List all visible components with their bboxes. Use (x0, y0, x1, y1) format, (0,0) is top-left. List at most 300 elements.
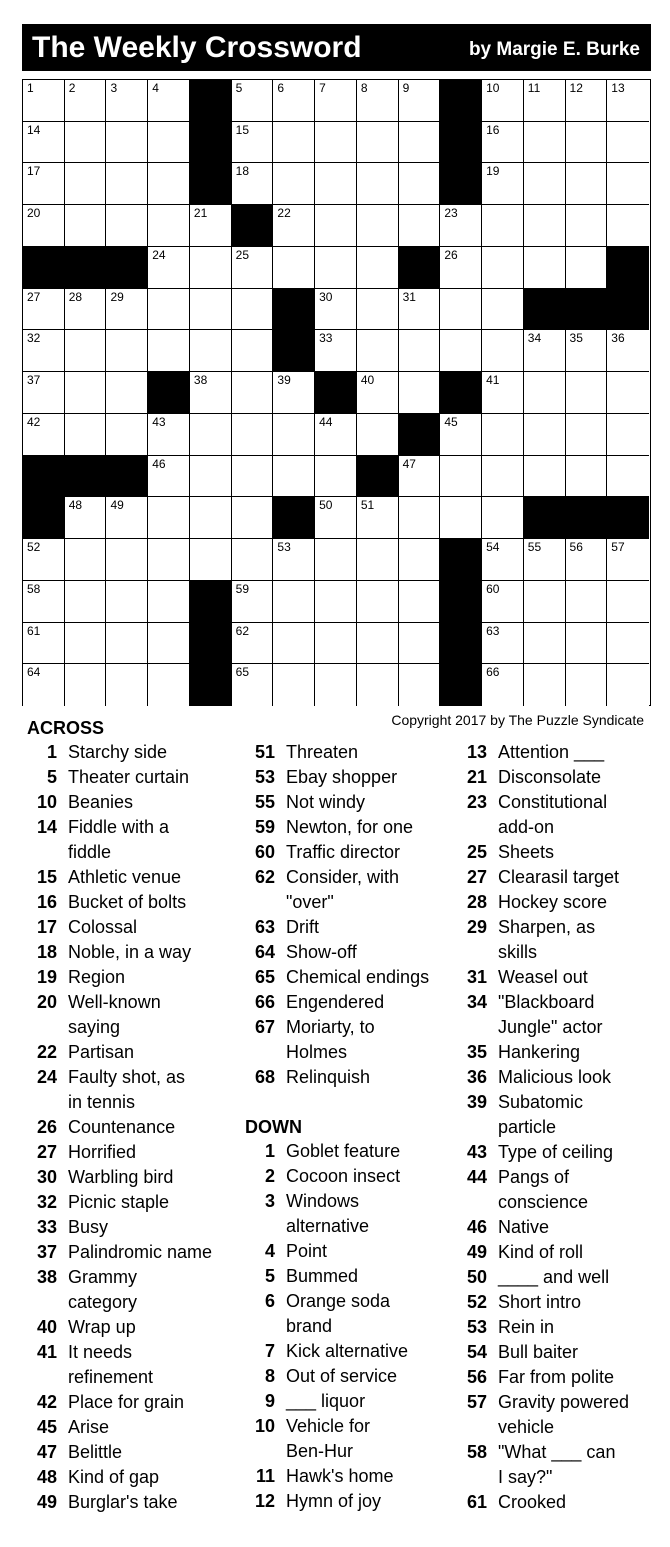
grid-cell[interactable] (399, 289, 441, 331)
black-square (440, 623, 482, 665)
grid-cell[interactable] (607, 623, 649, 665)
grid-cell[interactable] (106, 414, 148, 456)
grid-cell[interactable] (232, 372, 274, 414)
grid-cell[interactable] (148, 497, 190, 539)
grid-cell[interactable] (273, 163, 315, 205)
grid-cell[interactable] (566, 456, 608, 498)
cell-number: 43 (152, 414, 166, 429)
grid-cell[interactable] (106, 289, 148, 331)
grid-cell[interactable] (607, 80, 649, 122)
grid-cell[interactable] (190, 330, 232, 372)
clue-number: 51 (254, 742, 275, 762)
grid-cell[interactable] (566, 581, 608, 623)
cell-number: 40 (360, 373, 375, 388)
clue-number: 61 (466, 1492, 487, 1512)
grid-cell[interactable] (399, 497, 441, 539)
cell-number: 27 (27, 289, 41, 304)
clue-text: conscience (498, 1192, 589, 1212)
grid-cell[interactable] (440, 289, 482, 331)
clue-item (245, 1164, 460, 1189)
clue-item (27, 1240, 237, 1265)
grid-cell[interactable] (524, 664, 566, 706)
clue-text: Well-known (68, 992, 161, 1012)
black-square (357, 456, 399, 498)
grid-cell[interactable] (232, 122, 274, 164)
grid-cell[interactable] (440, 456, 482, 498)
clue-number: 49 (36, 1492, 57, 1512)
black-square (440, 80, 482, 122)
black-square (190, 623, 232, 665)
grid-cell[interactable] (315, 456, 357, 498)
black-square (399, 414, 441, 456)
clue-item (245, 865, 460, 915)
clue-item (457, 1140, 657, 1165)
clue-text: Engendered (286, 992, 385, 1012)
clue-text: Place for grain (68, 1392, 185, 1412)
clue-item (27, 1115, 237, 1140)
grid-cell[interactable] (65, 372, 107, 414)
clue-item (27, 1065, 237, 1115)
grid-cell[interactable] (566, 330, 608, 372)
grid-cell[interactable] (399, 330, 441, 372)
grid-cell[interactable] (65, 664, 107, 706)
grid-cell[interactable] (190, 205, 232, 247)
grid-cell[interactable] (106, 163, 148, 205)
grid-cell[interactable] (482, 122, 524, 164)
clue-number: 65 (254, 967, 275, 987)
clue-text: Newton, for one (286, 817, 414, 837)
clue-number: 8 (264, 1366, 275, 1386)
clue-text: Ben-Hur (286, 1441, 354, 1461)
grid-cell[interactable] (190, 247, 232, 289)
grid-cell[interactable] (148, 289, 190, 331)
clue-item (457, 965, 657, 990)
clue-text: Traffic director (286, 842, 401, 862)
grid-cell[interactable] (232, 247, 274, 289)
clue-text: It needs (68, 1342, 133, 1362)
cell-number: 49 (110, 498, 124, 513)
grid-cell[interactable] (440, 205, 482, 247)
grid-cell[interactable] (524, 122, 566, 164)
grid-cell[interactable] (482, 372, 524, 414)
clue-number: 5 (46, 767, 57, 787)
grid-cell[interactable] (190, 414, 232, 456)
grid-cell[interactable] (357, 581, 399, 623)
clue-text: Goblet feature (286, 1141, 401, 1161)
grid-cell[interactable] (273, 80, 315, 122)
grid-cell[interactable] (440, 247, 482, 289)
clue-item (27, 1415, 237, 1440)
grid-cell[interactable] (524, 456, 566, 498)
grid-cell[interactable] (399, 456, 441, 498)
clue-item (27, 790, 237, 815)
grid-cell[interactable] (357, 664, 399, 706)
grid-cell[interactable] (148, 122, 190, 164)
grid-cell[interactable] (357, 289, 399, 331)
grid-cell[interactable] (65, 414, 107, 456)
grid-cell[interactable] (399, 80, 441, 122)
grid-cell[interactable] (148, 163, 190, 205)
cell-number: 57 (611, 540, 625, 555)
grid-cell[interactable] (482, 205, 524, 247)
cell-number: 24 (152, 247, 166, 262)
black-square (607, 497, 649, 539)
grid-cell[interactable] (482, 456, 524, 498)
grid-cell[interactable] (440, 330, 482, 372)
black-square (566, 497, 608, 539)
clue-number: 39 (466, 1092, 487, 1112)
grid-cell[interactable] (148, 581, 190, 623)
grid-cell[interactable] (607, 205, 649, 247)
grid-cell[interactable] (315, 623, 357, 665)
clue-item (245, 1464, 460, 1489)
grid-cell[interactable] (23, 664, 65, 706)
grid-cell[interactable] (357, 497, 399, 539)
grid-cell[interactable] (65, 80, 107, 122)
clue-number: 24 (36, 1067, 57, 1087)
grid-cell[interactable] (607, 122, 649, 164)
clue-number: 66 (254, 992, 275, 1012)
clue-item (245, 1489, 460, 1514)
grid-cell[interactable] (482, 623, 524, 665)
clue-number: 1 (46, 742, 57, 762)
grid-cell[interactable] (607, 664, 649, 706)
grid-cell[interactable] (23, 414, 65, 456)
clue-number: 40 (36, 1317, 57, 1337)
clue-number: 14 (36, 817, 57, 837)
grid-cell[interactable] (482, 414, 524, 456)
grid-cell[interactable] (315, 205, 357, 247)
grid-cell[interactable] (273, 456, 315, 498)
clue-number: 56 (466, 1367, 487, 1387)
clue-number: 28 (466, 892, 487, 912)
cell-number: 28 (68, 289, 83, 304)
cell-number: 51 (360, 498, 375, 513)
grid-cell[interactable] (315, 497, 357, 539)
grid-cell[interactable] (65, 163, 107, 205)
grid-cell[interactable] (566, 372, 608, 414)
clue-number: 25 (466, 842, 487, 862)
grid-cell[interactable] (482, 80, 524, 122)
grid-cell[interactable] (399, 372, 441, 414)
grid-cell[interactable] (65, 122, 107, 164)
grid-cell[interactable] (482, 247, 524, 289)
clue-text: Constitutional (498, 792, 608, 812)
grid-cell[interactable] (23, 623, 65, 665)
grid-cell[interactable] (482, 664, 524, 706)
grid-cell[interactable] (357, 330, 399, 372)
black-square (106, 247, 148, 289)
grid-cell[interactable] (524, 414, 566, 456)
grid-cell[interactable] (566, 414, 608, 456)
grid-cell[interactable] (232, 330, 274, 372)
grid-cell[interactable] (482, 581, 524, 623)
grid-cell[interactable] (399, 581, 441, 623)
grid-cell[interactable] (524, 205, 566, 247)
grid-cell[interactable] (148, 205, 190, 247)
grid-cell[interactable] (607, 456, 649, 498)
clue-number: 2 (264, 1166, 275, 1186)
grid-cell[interactable] (273, 581, 315, 623)
grid-cell[interactable] (232, 414, 274, 456)
clue-item (457, 1265, 657, 1290)
cell-number: 45 (444, 414, 458, 429)
grid-cell[interactable] (65, 539, 107, 581)
black-square (440, 372, 482, 414)
clue-text: Far from polite (498, 1367, 615, 1387)
clue-text: Busy (68, 1217, 109, 1237)
grid-cell[interactable] (315, 80, 357, 122)
grid-cell[interactable] (566, 247, 608, 289)
grid-cell[interactable] (440, 414, 482, 456)
grid-cell[interactable] (566, 664, 608, 706)
grid-cell[interactable] (273, 664, 315, 706)
clue-text: Sharpen, as (498, 917, 596, 937)
grid-cell[interactable] (399, 122, 441, 164)
grid-cell[interactable] (106, 664, 148, 706)
clue-number: 42 (36, 1392, 57, 1412)
grid-cell[interactable] (524, 80, 566, 122)
clue-item (457, 1240, 657, 1265)
grid-cell[interactable] (106, 80, 148, 122)
clue-number: 46 (466, 1217, 487, 1237)
grid-cell[interactable] (23, 581, 65, 623)
grid-cell[interactable] (190, 289, 232, 331)
clue-text: in tennis (68, 1092, 136, 1112)
grid-cell[interactable] (106, 205, 148, 247)
grid-cell[interactable] (106, 623, 148, 665)
grid-cell[interactable] (524, 539, 566, 581)
grid-cell[interactable] (190, 456, 232, 498)
grid-cell[interactable] (23, 372, 65, 414)
clue-item (245, 1139, 460, 1164)
clue-text: category (68, 1292, 138, 1312)
grid-cell[interactable] (65, 623, 107, 665)
grid-cell[interactable] (232, 664, 274, 706)
clue-text: Vehicle for (286, 1416, 371, 1436)
grid-cell[interactable] (65, 497, 107, 539)
cell-number: 53 (277, 540, 291, 555)
clue-item (457, 890, 657, 915)
grid-cell[interactable] (524, 330, 566, 372)
grid-cell[interactable] (273, 539, 315, 581)
black-square (524, 289, 566, 331)
puzzle-title: The Weekly Crossword (32, 31, 362, 64)
grid-cell[interactable] (232, 163, 274, 205)
grid-cell[interactable] (566, 163, 608, 205)
grid-cell[interactable] (482, 497, 524, 539)
grid-cell[interactable] (482, 330, 524, 372)
grid-cell[interactable] (106, 497, 148, 539)
grid-cell[interactable] (357, 247, 399, 289)
grid-cell[interactable] (23, 163, 65, 205)
grid-cell[interactable] (106, 372, 148, 414)
grid-cell[interactable] (273, 372, 315, 414)
clue-number: 36 (466, 1067, 487, 1087)
grid-cell[interactable] (524, 581, 566, 623)
clue-text: Short intro (498, 1292, 582, 1312)
grid-cell[interactable] (482, 289, 524, 331)
clue-text: Hawk's home (286, 1466, 394, 1486)
clue-column-1 (27, 716, 237, 1515)
grid-cell[interactable] (148, 623, 190, 665)
cell-number: 7 (319, 81, 326, 95)
grid-cell[interactable] (65, 205, 107, 247)
grid-cell[interactable] (23, 80, 65, 122)
cell-number: 37 (27, 373, 41, 388)
clue-number: 35 (466, 1042, 487, 1062)
grid-cell[interactable] (23, 122, 65, 164)
grid-cell[interactable] (23, 330, 65, 372)
clue-number: 53 (254, 767, 275, 787)
grid-cell[interactable] (482, 163, 524, 205)
grid-cell[interactable] (482, 539, 524, 581)
grid-cell[interactable] (399, 539, 441, 581)
grid-cell[interactable] (190, 497, 232, 539)
grid-cell[interactable] (148, 414, 190, 456)
grid-cell[interactable] (357, 163, 399, 205)
clue-text: Picnic staple (68, 1192, 170, 1212)
clue-item (457, 915, 657, 965)
grid-cell[interactable] (273, 122, 315, 164)
grid-cell[interactable] (148, 330, 190, 372)
clue-item (245, 1364, 460, 1389)
clue-item (245, 1389, 460, 1414)
clue-item (457, 1365, 657, 1390)
grid-cell[interactable] (357, 80, 399, 122)
grid-cell[interactable] (399, 623, 441, 665)
clue-text: saying (68, 1017, 121, 1037)
grid-cell[interactable] (566, 122, 608, 164)
clue-item (457, 1390, 657, 1440)
grid-cell[interactable] (65, 330, 107, 372)
grid-cell[interactable] (273, 205, 315, 247)
grid-cell[interactable] (357, 539, 399, 581)
grid-cell[interactable] (273, 414, 315, 456)
grid-cell[interactable] (148, 456, 190, 498)
grid-cell[interactable] (315, 414, 357, 456)
grid-cell[interactable] (190, 539, 232, 581)
grid-cell[interactable] (23, 539, 65, 581)
grid-cell[interactable] (148, 539, 190, 581)
grid-cell[interactable] (232, 623, 274, 665)
grid-cell[interactable] (65, 581, 107, 623)
grid-cell[interactable] (273, 623, 315, 665)
grid-cell[interactable] (357, 623, 399, 665)
clue-number: 27 (36, 1142, 57, 1162)
clue-item (27, 1040, 237, 1065)
clue-number: 50 (466, 1267, 487, 1287)
grid-cell[interactable] (315, 330, 357, 372)
cell-number: 31 (402, 289, 416, 304)
grid-cell[interactable] (65, 289, 107, 331)
clue-number: 6 (264, 1291, 275, 1311)
grid-cell[interactable] (232, 289, 274, 331)
clue-text: Bummed (286, 1266, 359, 1286)
grid-cell[interactable] (106, 581, 148, 623)
clue-text: Cocoon insect (286, 1166, 401, 1186)
grid-cell[interactable] (106, 122, 148, 164)
grid-cell[interactable] (232, 456, 274, 498)
grid-cell[interactable] (315, 539, 357, 581)
clue-text: Beanies (68, 792, 134, 812)
grid-cell[interactable] (566, 539, 608, 581)
grid-cell[interactable] (566, 623, 608, 665)
grid-cell[interactable] (315, 581, 357, 623)
grid-cell[interactable] (23, 289, 65, 331)
grid-cell[interactable] (524, 247, 566, 289)
grid-cell[interactable] (607, 539, 649, 581)
grid-cell[interactable] (232, 539, 274, 581)
grid-cell[interactable] (607, 330, 649, 372)
clue-item (457, 865, 657, 890)
clue-item (457, 1315, 657, 1340)
grid-cell[interactable] (607, 414, 649, 456)
grid-cell[interactable] (607, 163, 649, 205)
grid-cell[interactable] (23, 205, 65, 247)
grid-cell[interactable] (148, 80, 190, 122)
grid-cell[interactable] (190, 372, 232, 414)
grid-cell[interactable] (315, 289, 357, 331)
grid-cell[interactable] (357, 205, 399, 247)
grid-cell[interactable] (524, 163, 566, 205)
grid-cell[interactable] (315, 664, 357, 706)
clue-number: 9 (264, 1391, 275, 1411)
grid-cell[interactable] (357, 414, 399, 456)
grid-cell[interactable] (607, 581, 649, 623)
clue-text: "over" (286, 892, 334, 912)
black-square (232, 205, 274, 247)
grid-cell[interactable] (273, 247, 315, 289)
grid-cell[interactable] (357, 122, 399, 164)
grid-cell[interactable] (148, 664, 190, 706)
grid-cell[interactable] (399, 205, 441, 247)
clue-number: 47 (36, 1442, 57, 1462)
grid-cell[interactable] (357, 372, 399, 414)
grid-cell[interactable] (232, 581, 274, 623)
grid-cell[interactable] (232, 80, 274, 122)
clue-text: Drift (286, 917, 319, 937)
grid-cell[interactable] (106, 330, 148, 372)
grid-cell[interactable] (524, 623, 566, 665)
grid-cell[interactable] (315, 247, 357, 289)
grid-cell[interactable] (524, 372, 566, 414)
grid-cell[interactable] (399, 664, 441, 706)
clue-number: 49 (466, 1242, 487, 1262)
cell-number: 39 (277, 373, 291, 388)
clue-text: Region (68, 967, 126, 987)
grid-cell[interactable] (148, 247, 190, 289)
grid-cell[interactable] (315, 122, 357, 164)
cell-number: 14 (27, 122, 41, 137)
grid-cell[interactable] (315, 163, 357, 205)
grid-cell[interactable] (440, 497, 482, 539)
cell-number: 33 (319, 331, 333, 346)
grid-cell[interactable] (566, 205, 608, 247)
black-square (315, 372, 357, 414)
grid-cell[interactable] (399, 163, 441, 205)
grid-cell[interactable] (607, 372, 649, 414)
grid-cell[interactable] (566, 80, 608, 122)
clue-item (457, 840, 657, 865)
clue-number: 53 (466, 1317, 487, 1337)
cell-number: 63 (486, 623, 500, 638)
clue-text: Relinquish (286, 1067, 371, 1087)
grid-cell[interactable] (106, 539, 148, 581)
clue-number: 10 (36, 792, 57, 812)
cell-number: 38 (193, 373, 208, 388)
grid-cell[interactable] (232, 497, 274, 539)
